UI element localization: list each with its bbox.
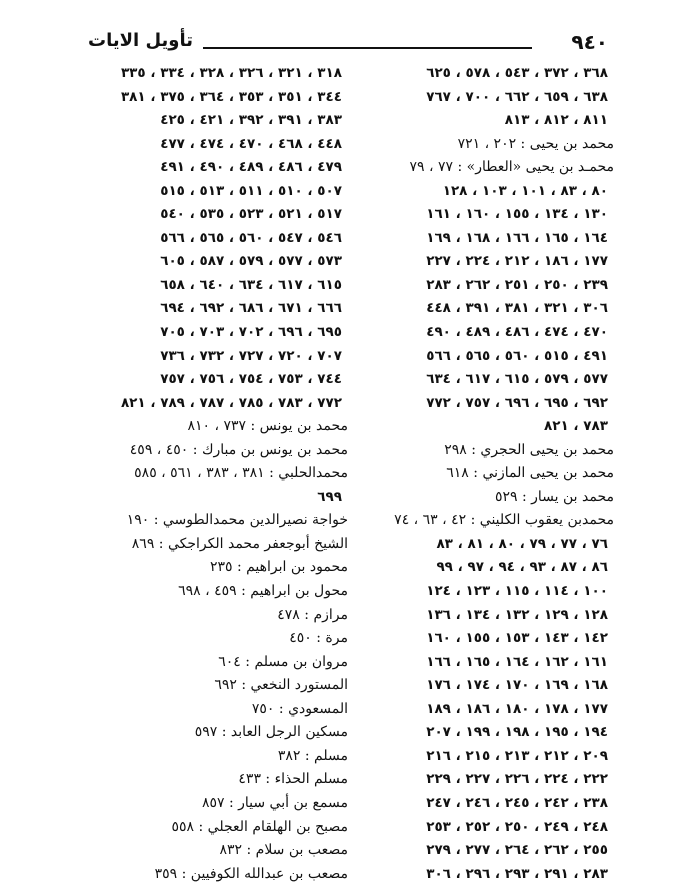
index-entry: محمد بن يونس : ٧٣٧ ، ٨١٠: [187, 418, 348, 435]
right-column: [352, 62, 614, 886]
index-entry: مسكين الرجل العابد : ٥٩٧: [194, 724, 348, 741]
page-refs-line: ٦٩٩: [317, 488, 342, 505]
page-refs-line: ١٦١ ، ١٦٢ ، ١٦٤ ، ١٦٥ ، ١٦٦: [426, 653, 608, 670]
page-refs-line: ٨١١ ، ٨١٢ ، ٨١٣: [504, 112, 608, 129]
index-entry: مرازم : ٤٧٨: [277, 606, 348, 623]
page-refs-line: ٦٩٥ ، ٦٩٦ ، ٧٠٢ ، ٧٠٣ ، ٧٠٥: [160, 324, 342, 341]
page-refs-line: ١٦٤ ، ١٦٥ ، ١٦٦ ، ١٦٨ ، ١٦٩: [426, 229, 608, 246]
page-refs-line: ١٢٨ ، ١٢٩ ، ١٣٢ ، ١٣٤ ، ١٣٦: [426, 606, 608, 623]
index-entry: مصعب بن عبدالله الكوفيين : ٣٥٩: [154, 865, 348, 882]
page-refs-line: ٦٣٨ ، ٦٥٩ ، ٦٦٢ ، ٧٠٠ ، ٧٦٧: [426, 88, 608, 105]
page-refs-line: ٧٦ ، ٧٧ ، ٧٩ ، ٨٠ ، ٨١ ، ٨٣: [436, 535, 608, 552]
page-refs-line: ٧٤٤ ، ٧٥٣ ، ٧٥٤ ، ٧٥٦ ، ٧٥٧: [160, 371, 342, 388]
index-entry: محمدالحلبي : ٣٨١ ، ٣٨٣ ، ٥٦١ ، ٥٨٥: [134, 465, 348, 482]
page-refs-line: ٥٧٣ ، ٥٧٧ ، ٥٧٩ ، ٥٨٧ ، ٦٠٥: [160, 253, 342, 270]
page-refs-line: ٥٠٧ ، ٥١٠ ، ٥١١ ، ٥١٣ ، ٥١٥: [160, 182, 342, 199]
page-refs-line: ٥٤٦ ، ٥٤٧ ، ٥٦٠ ، ٥٦٥ ، ٥٦٦: [160, 229, 342, 246]
index-entry: محمد بن يحيى الحجري : ٢٩٨: [444, 441, 614, 458]
page-number: ٩٤٠: [571, 30, 608, 54]
page-refs-line: ٨٦ ، ٨٧ ، ٩٣ ، ٩٤ ، ٩٧ ، ٩٩: [436, 559, 608, 576]
index-entry: المستورد النخعي : ٦٩٢: [214, 677, 348, 694]
page-refs-line: ٢٣٩ ، ٢٥٠ ، ٢٥١ ، ٢٦٢ ، ٢٨٣: [426, 276, 608, 293]
left-column: [86, 62, 348, 886]
page-refs-line: ٣٤٤ ، ٣٥١ ، ٣٥٣ ، ٣٦٤ ، ٣٧٥ ، ٣٨١: [120, 88, 342, 105]
page-refs-line: ٤٩١ ، ٥١٥ ، ٥٦٠ ، ٥٦٥ ، ٥٦٦: [426, 347, 608, 364]
page-refs-line: ٢٣٨ ، ٢٤٢ ، ٢٤٥ ، ٢٤٦ ، ٢٤٧: [426, 794, 608, 811]
page-refs-line: ٤٧٠ ، ٤٧٤ ، ٤٨٦ ، ٤٨٩ ، ٤٩٠: [426, 324, 608, 341]
page-refs-line: ٧٠٧ ، ٧٢٠ ، ٧٢٧ ، ٧٣٢ ، ٧٣٦: [160, 347, 342, 364]
running-title: تأويل الايات: [88, 30, 193, 51]
page-refs-line: ٢٤٨ ، ٢٤٩ ، ٢٥٠ ، ٢٥٢ ، ٢٥٣: [426, 818, 608, 835]
index-entry: الشيخ أبوجعفر محمد الكراجكي : ٨٦٩: [131, 535, 348, 552]
page-header: [88, 20, 608, 60]
page-refs-line: ٣٦٨ ، ٣٧٢ ، ٥٤٣ ، ٥٧٨ ، ٦٢٥: [426, 65, 608, 81]
page-refs-line: ٢٠٩ ، ٢١٢ ، ٢١٣ ، ٢١٥ ، ٢١٦: [426, 747, 608, 764]
index-entry: المسعودي : ٧٥٠: [251, 700, 348, 717]
index-entry: مسمع بن أبي سيار : ٨٥٧: [201, 794, 348, 811]
page-refs-line: ٣٨٣ ، ٣٩١ ، ٣٩٢ ، ٤٢١ ، ٤٢٥: [160, 112, 342, 129]
index-entry: مرة : ٤٥٠: [289, 630, 348, 647]
index-entry: محمـد بن يحيى «العطار» : ٧٧ ، ٧٩: [409, 159, 614, 176]
index-entry: محمد بن يحيى المازني : ٦١٨: [446, 465, 614, 482]
index-entry: محمد بن يونس بن مبارك : ٤٥٠ ، ٤٥٩: [129, 441, 348, 458]
page-refs-line: ٦٦٦ ، ٦٧١ ، ٦٨٦ ، ٦٩٢ ، ٦٩٤: [160, 300, 342, 317]
index-entry: خواجة نصيرالدين محمدالطوسي : ١٩٠: [126, 512, 348, 529]
page-refs-line: ٧٧٢ ، ٧٨٣ ، ٧٨٥ ، ٧٨٧ ، ٧٨٩ ، ٨٢١: [120, 394, 342, 411]
index-entry: محمد بن يحيى : ٢٠٢ ، ٧٢١: [457, 135, 614, 152]
page-refs-line: ١٩٤ ، ١٩٥ ، ١٩٨ ، ١٩٩ ، ٢٠٧: [426, 724, 608, 741]
index-entry: محمدبن يعقوب الكليني : ٤٢ ، ٦٣ ، ٧٤: [394, 512, 614, 529]
page-refs-line: ١٦٨ ، ١٦٩ ، ١٧٠ ، ١٧٤ ، ١٧٦: [426, 677, 608, 694]
index-entry: محول بن ابراهيم : ٤٥٩ ، ٦٩٨: [178, 583, 348, 600]
page-refs-line: ٤٤٨ ، ٤٦٨ ، ٤٧٠ ، ٤٧٤ ، ٤٧٧: [160, 135, 342, 152]
page-refs-line: ١٤٢ ، ١٤٣ ، ١٥٣ ، ١٥٥ ، ١٦٠: [426, 630, 608, 647]
page-refs-line: ١٧٧ ، ١٨٦ ، ٢١٢ ، ٢٢٤ ، ٢٢٧: [426, 253, 608, 270]
page-refs-line: ٥١٧ ، ٥٢١ ، ٥٢٣ ، ٥٣٥ ، ٥٤٠: [160, 206, 342, 223]
header-rule: [203, 47, 532, 49]
page-refs-line: ٧٨٣ ، ٨٢١: [544, 418, 608, 435]
page-refs-line: ٣١٨ ، ٣٢١ ، ٣٢٦ ، ٣٢٨ ، ٣٣٤ ، ٣٣٥: [120, 65, 342, 81]
index-entry: محمود بن ابراهيم : ٢٣٥: [209, 559, 348, 576]
page-refs-line: ٤٧٩ ، ٤٨٦ ، ٤٨٩ ، ٤٩٠ ، ٤٩١: [160, 159, 342, 176]
page-refs-line: ٢٥٥ ، ٢٦٢ ، ٢٦٤ ، ٢٧٧ ، ٢٧٩: [426, 842, 608, 859]
page-refs-line: ٢٨٣ ، ٢٩١ ، ٢٩٣ ، ٢٩٦ ، ٣٠٦: [426, 865, 608, 882]
index-entry: محمد بن يسار : ٥٢٩: [494, 488, 614, 505]
page-refs-line: ٢٢٢ ، ٢٢٤ ، ٢٢٦ ، ٢٢٧ ، ٢٢٩: [426, 771, 608, 788]
index-entry: مسلم الحذاء : ٤٣٣: [238, 771, 348, 788]
page-refs-line: ٣٠٦ ، ٣٢١ ، ٣٨١ ، ٣٩١ ، ٤٤٨: [426, 300, 608, 317]
page-refs-line: ٦٩٢ ، ٦٩٥ ، ٦٩٦ ، ٧٥٧ ، ٧٧٢: [426, 394, 608, 411]
index-entry: مصبح بن الهلقام العجلي : ٥٥٨: [171, 818, 348, 835]
page-refs-line: ٦١٥ ، ٦١٧ ، ٦٣٤ ، ٦٤٠ ، ٦٥٨: [160, 276, 342, 293]
index-entry: مصعب بن سلام : ٨٣٢: [219, 842, 348, 859]
page-refs-line: ٨٠ ، ٨٣ ، ١٠١ ، ١٠٣ ، ١٢٨: [442, 182, 608, 199]
page-refs-line: ١٣٠ ، ١٣٤ ، ١٥٥ ، ١٦٠ ، ١٦١: [426, 206, 608, 223]
page-refs-line: ١٠٠ ، ١١٤ ، ١١٥ ، ١٢٣ ، ١٢٤: [426, 583, 608, 600]
page-refs-line: ١٧٧ ، ١٧٨ ، ١٨٠ ، ١٨٦ ، ١٨٩: [426, 700, 608, 717]
index-entry: مروان بن مسلم : ٦٠٤: [218, 653, 348, 670]
index-entry: مسلم : ٣٨٢: [277, 747, 348, 764]
page-refs-line: ٥٧٧ ، ٥٧٩ ، ٦١٥ ، ٦١٧ ، ٦٣٤: [426, 371, 608, 388]
